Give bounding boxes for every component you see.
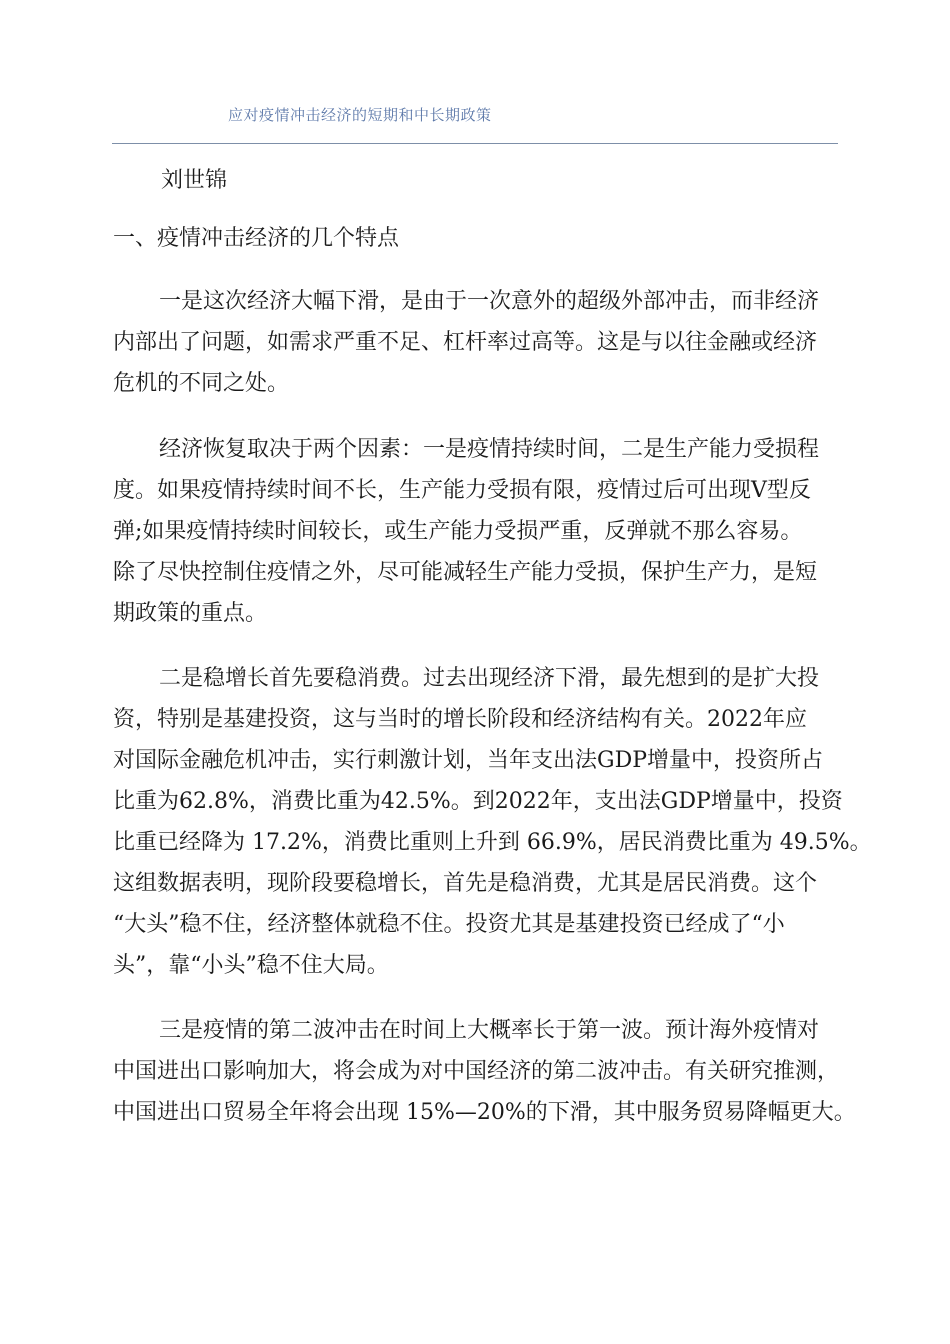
paragraph-line: 对国际金融危机冲击，实行刺激计划，当年支出法GDP增量中，投资所占	[113, 748, 824, 773]
paragraph-line: 期政策的重点。	[113, 601, 268, 626]
paragraph-line: 危机的不同之处。	[113, 371, 290, 396]
page-header-title: 应对疫情冲击经济的短期和中长期政策	[228, 106, 492, 124]
paragraph-line: 弹;如果疫情持续时间较长，或生产能力受损严重，反弹就不那么容易。	[113, 519, 803, 544]
paragraph-line: 内部出了问题，如需求严重不足、杠杆率过高等。这是与以往金融或经济	[113, 330, 818, 355]
header-divider	[112, 143, 838, 144]
paragraph-line: 三是疫情的第二波冲击在时间上大概率长于第一波。预计海外疫情对	[159, 1018, 820, 1043]
paragraph-2	[113, 429, 843, 634]
author-name: 刘世锦	[161, 168, 228, 193]
paragraph-line: 比重已经降为 17.2%，消费比重则上升到 66.9%，居民消费比重为 49.5%。	[113, 830, 872, 855]
paragraph-1	[113, 281, 843, 404]
paragraph-line: 经济恢复取决于两个因素：一是疫情持续时间，二是生产能力受损程	[159, 437, 820, 462]
paragraph-3	[113, 658, 872, 986]
paragraph-line: 度。如果疫情持续时间不长，生产能力受损有限，疫情过后可出现Ⅴ型反	[113, 478, 811, 503]
section-heading: 一、疫情冲击经济的几个特点	[113, 226, 400, 251]
paragraph-line: 头”，靠“小头”稳不住大局。	[113, 953, 389, 978]
paragraph-line: 资，特别是基建投资，这与当时的增长阶段和经济结构有关。2022年应	[113, 707, 807, 732]
paragraph-line: 中国进出口影响加大，将会成为对中国经济的第二波冲击。有关研究推测，	[113, 1059, 840, 1084]
paragraph-line: 除了尽快控制住疫情之外，尽可能减轻生产能力受损，保护生产力，是短	[113, 560, 818, 585]
paragraph-4	[113, 1010, 856, 1133]
paragraph-line: 这组数据表明，现阶段要稳增长，首先是稳消费，尤其是居民消费。这个	[113, 871, 818, 896]
paragraph-line: 比重为62.8%，消费比重为42.5%。到2022年，支出法GDP增量中，投资	[113, 789, 843, 814]
paragraph-line: 二是稳增长首先要稳消费。过去出现经济下滑，最先想到的是扩大投	[159, 666, 820, 691]
document-body	[113, 165, 872, 1133]
paragraph-line: 中国进出口贸易全年将会出现 15%—20%的下滑，其中服务贸易降幅更大。	[113, 1100, 856, 1125]
paragraph-line: “大头”稳不住，经济整体就稳不住。投资尤其是基建投资已经成了“小	[113, 912, 785, 937]
paragraph-line: 一是这次经济大幅下滑，是由于一次意外的超级外部冲击，而非经济	[159, 289, 820, 314]
